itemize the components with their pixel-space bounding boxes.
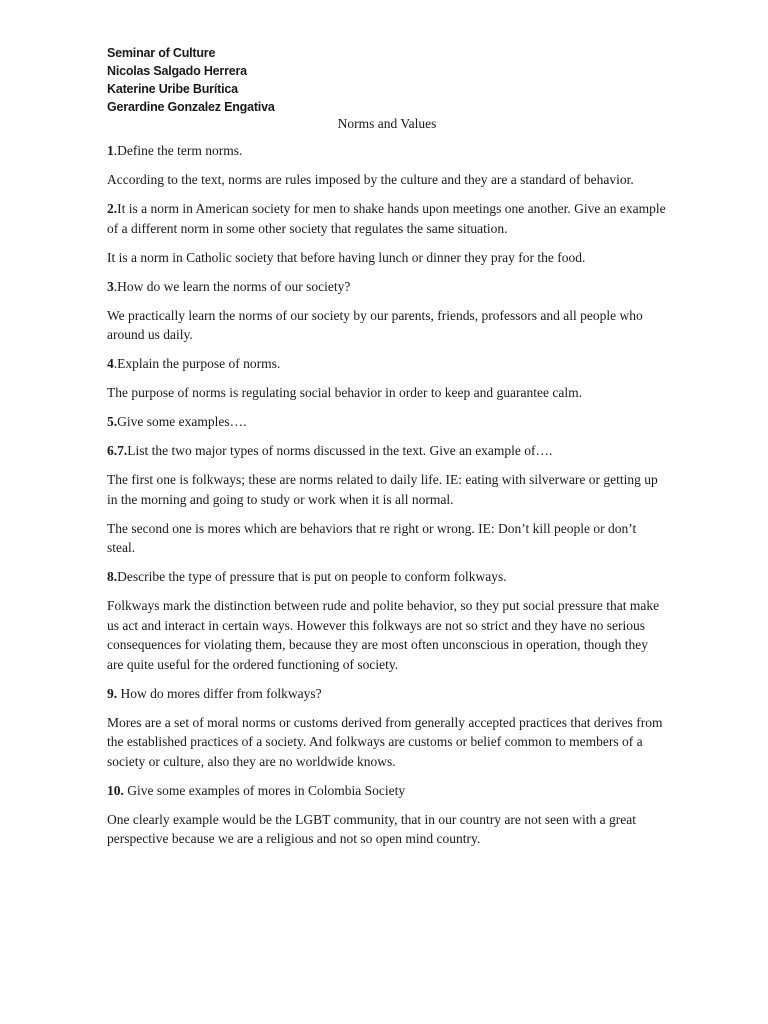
question-text: .How do we learn the norms of our society? xyxy=(113,278,351,294)
question-number: 5. xyxy=(107,414,118,429)
question-text: Give some examples…. xyxy=(117,414,247,429)
answer-3: We practically learn the norms of our society by our parents, friends, professors and all people who around us daily. xyxy=(107,307,643,342)
author-header xyxy=(107,44,667,116)
question-3 xyxy=(107,277,667,297)
question-text: Give some examples of mores in Colombia Society xyxy=(123,782,406,798)
question-text: Describe the type of pressure that is put on people to conform folkways. xyxy=(117,569,507,584)
answer-6: The first one is folkways; these are norms related to daily life. IE: eating with silverware or getting up in the morning and going to study or work when it is all normal. xyxy=(107,472,658,507)
answer-4: The purpose of norms is regulating social behavior in order to keep and guarantee calm. xyxy=(107,385,582,400)
question-number: 10. xyxy=(107,782,124,798)
answer-10: One clearly example would be the LGBT community, that in our country are not seen with a great perspective because we are a religious and not so open mind country. xyxy=(107,811,636,846)
question-8 xyxy=(107,567,667,587)
question-text: .Define the term norms. xyxy=(113,143,243,158)
answer-7: The second one is mores which are behaviors that re right or wrong. IE: Don’t kill people or don’t steal. xyxy=(107,520,637,555)
question-text: How do mores differ from folkways? xyxy=(117,685,322,701)
question-number: 8. xyxy=(107,569,118,584)
answer-8: Folkways mark the distinction between rude and polite behavior, so they put social pressure that make us act and interact in certain ways. However this folkways are not so strict and they have no serious consequences for violating them, because they are most often unconscious in operation, though they are quite useful for the ordered functioning of society. xyxy=(107,598,660,672)
question-text: List the two major types of norms discussed in the text. Give an example of…. xyxy=(127,443,553,458)
document-page xyxy=(107,44,667,858)
question-6-7 xyxy=(107,441,667,461)
question-2 xyxy=(107,199,667,238)
question-number: 3 xyxy=(107,278,114,294)
answer-2: It is a norm in Catholic society that before having lunch or dinner they pray for the food. xyxy=(107,249,586,265)
question-number: 6.7. xyxy=(107,443,128,458)
question-number: 1 xyxy=(107,143,114,158)
question-1 xyxy=(107,141,667,161)
question-10 xyxy=(107,781,667,801)
question-number: 2. xyxy=(107,201,118,216)
author-1: Nicolas Salgado Herrera xyxy=(107,64,247,78)
answer-1: According to the text, norms are rules imposed by the culture and they are a standard of behavior. xyxy=(107,172,634,187)
course-name: Seminar of Culture xyxy=(107,46,216,60)
question-number: 9. xyxy=(107,685,118,701)
author-3: Gerardine Gonzalez Engativa xyxy=(107,100,275,114)
document-title: Norms and Values xyxy=(337,116,437,131)
question-5 xyxy=(107,412,667,432)
answer-9: Mores are a set of moral norms or customs derived from generally accepted practices that derives from the established practices of a society. And folkways are customs or belief common to members of a society or culture, also they are no worldwide knows. xyxy=(107,714,663,769)
author-2: Katerine Uribe Burítica xyxy=(107,82,238,96)
question-text: .Explain the purpose of norms. xyxy=(113,356,281,371)
question-number: 4 xyxy=(107,356,114,371)
question-4 xyxy=(107,354,667,374)
question-9 xyxy=(107,684,667,704)
question-text: It is a norm in American society for men to shake hands upon meetings one another. Give an example of a different norm in some other society that regulates the same situation. xyxy=(107,201,666,236)
